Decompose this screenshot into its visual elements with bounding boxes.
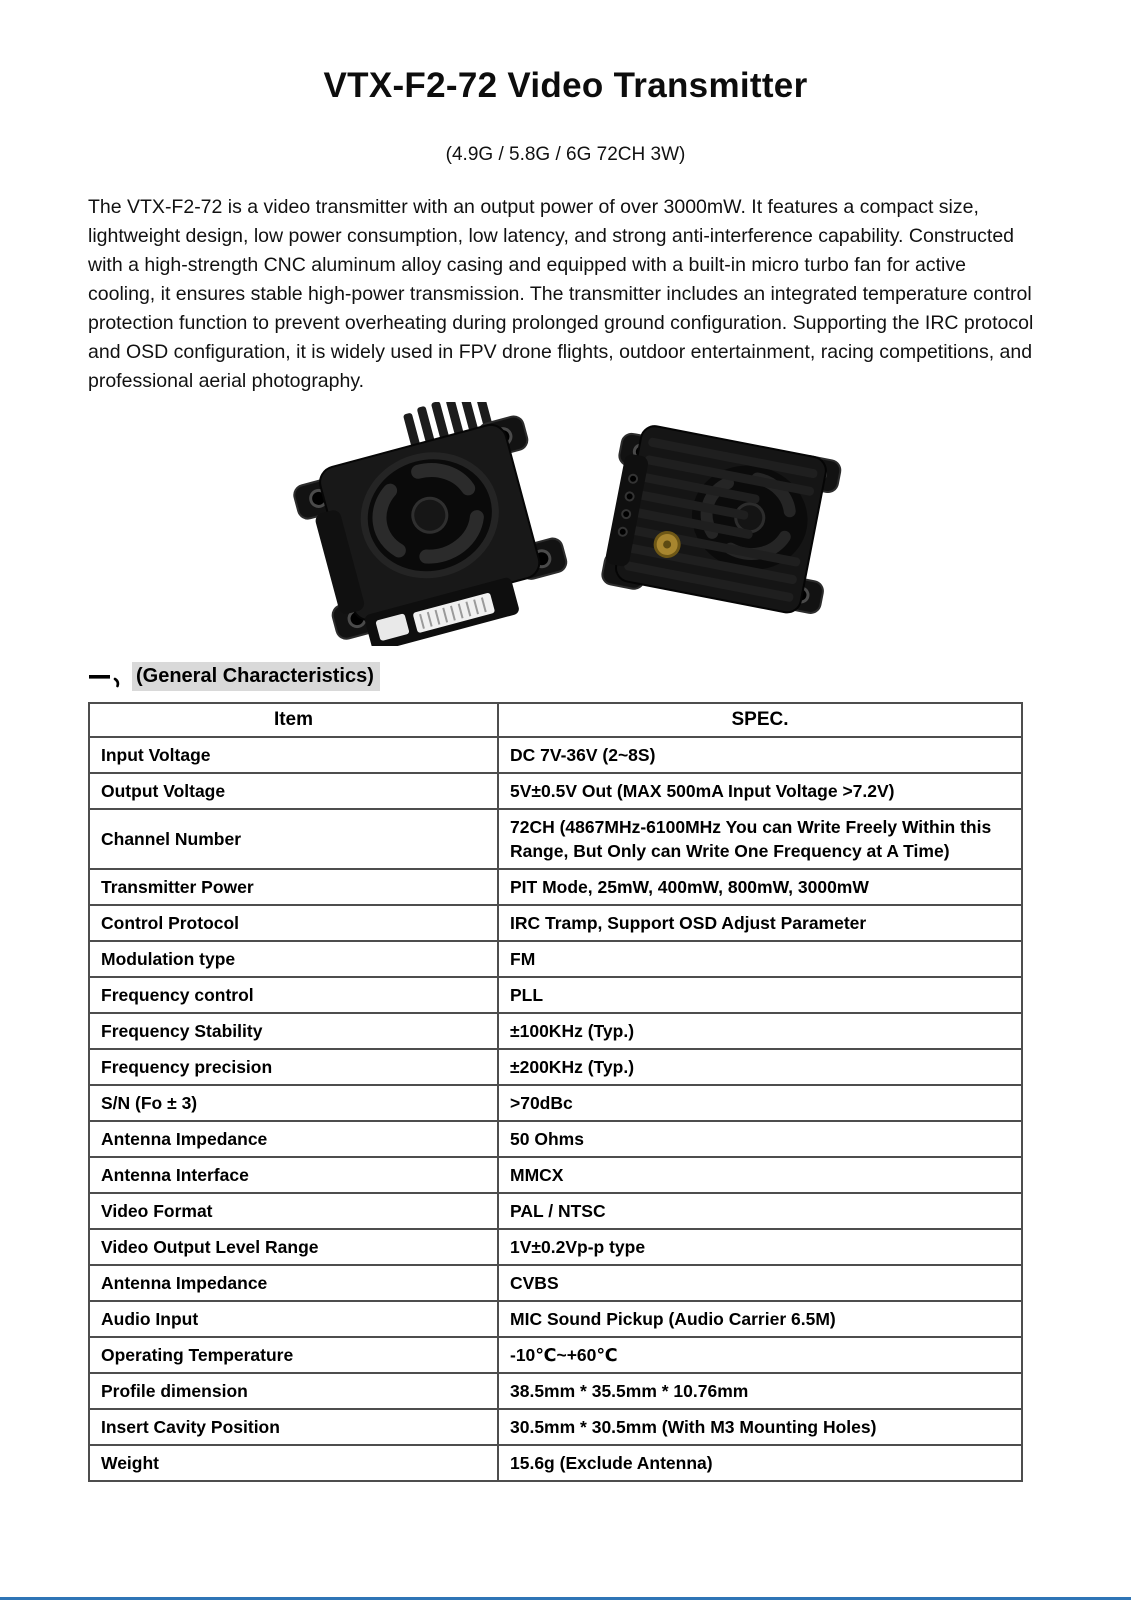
section-heading-label: (General Characteristics) — [132, 662, 380, 691]
product-image-front — [282, 402, 574, 646]
item-cell: Insert Cavity Position — [89, 1409, 498, 1445]
spec-cell: ±200KHz (Typ.) — [498, 1049, 1022, 1085]
table-row — [89, 773, 1022, 809]
item-cell: Audio Input — [89, 1301, 498, 1337]
doc-subtitle: (4.9G / 5.8G / 6G 72CH 3W) — [445, 144, 686, 165]
item-cell: Video Format — [89, 1193, 498, 1229]
item-cell: Profile dimension — [89, 1373, 498, 1409]
item-cell: Output Voltage — [89, 773, 498, 809]
spec-cell: PLL — [498, 977, 1022, 1013]
doc-title: VTX-F2-72 Video Transmitter — [323, 66, 808, 105]
spec-table — [88, 702, 1023, 1482]
item-cell: Video Output Level Range — [89, 1229, 498, 1265]
spec-cell: 30.5mm * 30.5mm (With M3 Mounting Holes) — [498, 1409, 1022, 1445]
table-row — [89, 1373, 1022, 1409]
table-row — [89, 809, 1022, 869]
item-cell: Control Protocol — [89, 905, 498, 941]
spec-cell: 5V±0.5V Out (MAX 500mA Input Voltage >7.2V) — [498, 773, 1022, 809]
spec-cell: PIT Mode, 25mW, 400mW, 800mW, 3000mW — [498, 869, 1022, 905]
table-row — [89, 1193, 1022, 1229]
spec-cell: 38.5mm * 35.5mm * 10.76mm — [498, 1373, 1022, 1409]
table-row — [89, 1445, 1022, 1481]
spec-cell: >70dBc — [498, 1085, 1022, 1121]
table-row — [89, 1157, 1022, 1193]
item-cell: Modulation type — [89, 941, 498, 977]
spec-cell: 1V±0.2Vp-p type — [498, 1229, 1022, 1265]
product-image-back — [588, 408, 850, 640]
table-row — [89, 941, 1022, 977]
table-row — [89, 1409, 1022, 1445]
item-cell: Antenna Impedance — [89, 1121, 498, 1157]
spec-table-header-item: Item — [89, 703, 498, 737]
table-row — [89, 1013, 1022, 1049]
item-cell: Antenna Impedance — [89, 1265, 498, 1301]
section-number-icon — [88, 666, 122, 688]
spec-cell: -10℃~+60℃ — [498, 1337, 1022, 1373]
table-row — [89, 905, 1022, 941]
item-cell: Frequency Stability — [89, 1013, 498, 1049]
item-cell: Weight — [89, 1445, 498, 1481]
spec-cell: 50 Ohms — [498, 1121, 1022, 1157]
table-row — [89, 869, 1022, 905]
product-description: The VTX-F2-72 is a video transmitter with an output power of over 3000mW. It features a compact size, lightweight design, low power consumption, low latency, and strong anti-interference capability. Constructed with a high-strength CNC aluminum alloy casing and equipped with a built-in micro turbo fan for active cooling, it ensures stable high-power transmission. The transmitter includes an integrated temperature control protection function to prevent overheating during prolonged ground configuration. Supporting the IRC protocol and OSD configuration, it is widely used in FPV drone flights, outdoor entertainment, racing competitions, and professional aerial photography. — [88, 196, 1034, 392]
spec-table-header-row — [89, 703, 1022, 737]
item-cell: Frequency precision — [89, 1049, 498, 1085]
table-row — [89, 737, 1022, 773]
item-cell: Antenna Interface — [89, 1157, 498, 1193]
table-row — [89, 1121, 1022, 1157]
spec-cell: ±100KHz (Typ.) — [498, 1013, 1022, 1049]
spec-cell: DC 7V-36V (2~8S) — [498, 737, 1022, 773]
table-row — [89, 1085, 1022, 1121]
spec-cell: IRC Tramp, Support OSD Adjust Parameter — [498, 905, 1022, 941]
spec-cell: MMCX — [498, 1157, 1022, 1193]
spec-cell: 72CH (4867MHz-6100MHz You can Write Freely Within this Range, But Only can Write One Frequency at A Time) — [498, 809, 1022, 869]
spec-cell: CVBS — [498, 1265, 1022, 1301]
spec-table-body — [89, 737, 1022, 1481]
item-cell: Channel Number — [89, 809, 498, 869]
section-heading — [88, 662, 1131, 691]
item-cell: S/N (Fo ± 3) — [89, 1085, 498, 1121]
table-row — [89, 1049, 1022, 1085]
item-cell: Transmitter Power — [89, 869, 498, 905]
table-row — [89, 977, 1022, 1013]
table-row — [89, 1337, 1022, 1373]
spec-cell: FM — [498, 941, 1022, 977]
product-images-row — [0, 402, 1131, 646]
item-cell: Operating Temperature — [89, 1337, 498, 1373]
item-cell: Frequency control — [89, 977, 498, 1013]
spec-cell: PAL / NTSC — [498, 1193, 1022, 1229]
table-row — [89, 1301, 1022, 1337]
table-row — [89, 1229, 1022, 1265]
spec-table-header-spec: SPEC. — [498, 703, 1022, 737]
spec-cell: 15.6g (Exclude Antenna) — [498, 1445, 1022, 1481]
spec-cell: MIC Sound Pickup (Audio Carrier 6.5M) — [498, 1301, 1022, 1337]
table-row — [89, 1265, 1022, 1301]
item-cell: Input Voltage — [89, 737, 498, 773]
